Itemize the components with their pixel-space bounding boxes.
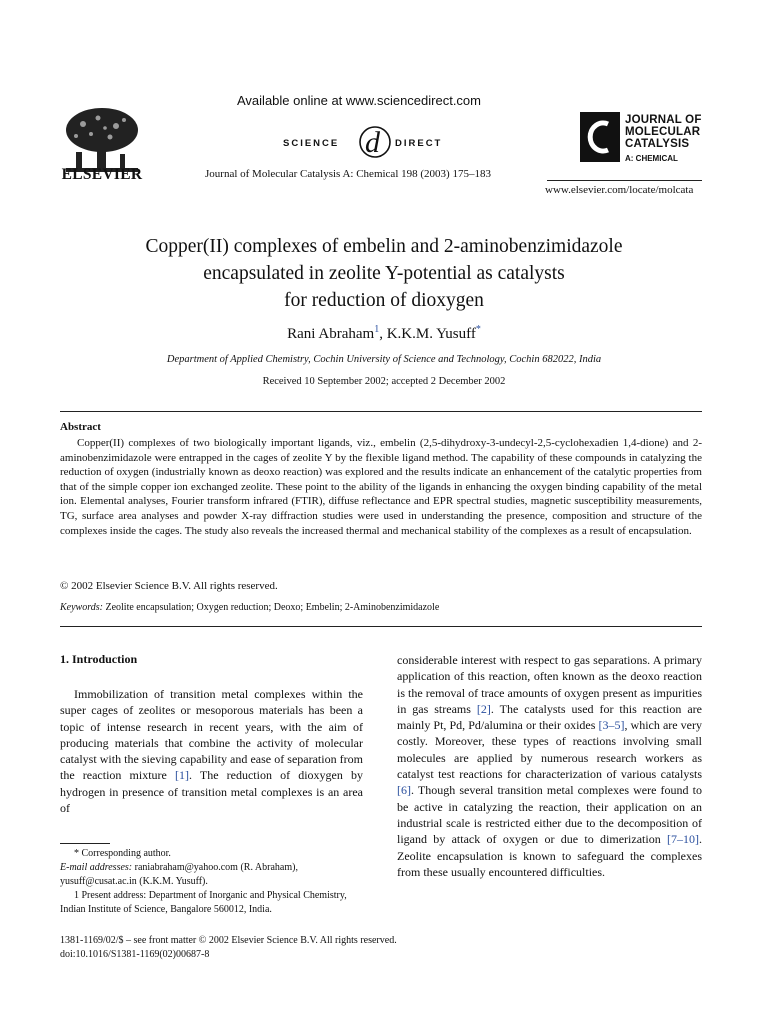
publisher-wordmark: ELSEVIER: [61, 166, 143, 183]
author-separator: ,: [379, 326, 387, 342]
author-list: [60, 324, 708, 343]
footnote-emails: [60, 861, 363, 889]
abstract-top-rule: [60, 411, 702, 412]
article-title-line-2: encapsulated in zeolite Y-potential as catalysts: [203, 263, 565, 284]
intro-text: , which are very costly. Moreover, these types of reactions involving small molecules are applied by numerous research workers as catalyst test reactions for characterization of various catalysts: [397, 718, 702, 782]
intro-text: Immobilization of transition metal complexes within the super cages of zeolites or mesoporous materials has been a topic of intense research in recent years, with the aim of producing materials that combine the activity of molecular catalyst with the sieving capability and ease of separation from the reaction mixture: [60, 687, 363, 783]
received-dates: Received 10 September 2002; accepted 2 December 2002: [262, 376, 506, 387]
intro-text: . The reduction of dioxygen by hydrogen in presence of transition metal complexes is an area of: [60, 768, 363, 816]
citation-link[interactable]: [1]: [174, 768, 189, 783]
email-addresses: raniabraham@yahoo.com (R. Abraham), yusuff@cusat.ac.in (K.K.M. Yusuff).: [60, 862, 298, 887]
abstract-heading: Abstract: [60, 421, 101, 433]
journal-citation: Journal of Molecular Catalysis A: Chemical 198 (2003) 175–183: [205, 168, 491, 180]
citation-link[interactable]: [6]: [397, 783, 411, 798]
issn-line: 1381-1169/02/$ – see front matter © 2002 Elsevier Science B.V. All rights reserved.: [60, 935, 397, 946]
intro-right-column: [397, 652, 702, 880]
journal-logo-title: [625, 114, 702, 150]
article-title-line-3: for reduction of dioxygen: [284, 290, 484, 311]
footnote-corresponding: * Corresponding author.: [74, 848, 171, 859]
journal-logo-icon: [580, 112, 620, 162]
keywords-label: Keywords:: [60, 602, 103, 613]
intro-text: . Zeolite encapsulation is known to safeguard the complexes from these usually encountered difficulties.: [397, 832, 702, 879]
keywords: [60, 602, 439, 613]
section-heading-introduction: 1. Introduction: [60, 652, 138, 666]
svg-text:d: d: [365, 126, 380, 159]
article-title-line-1: Copper(II) complexes of embelin and 2-aminobenzimidazole: [145, 236, 623, 257]
citation-link[interactable]: [7–10]: [667, 832, 699, 847]
sciencedirect-logo-science: SCIENCE: [283, 138, 340, 149]
footnote-rule: [60, 843, 110, 844]
available-online-text: Available online at www.sciencedirect.com: [237, 93, 481, 108]
citation-link[interactable]: [2]: [476, 701, 491, 716]
intro-left-column: [60, 686, 363, 816]
corresponding-author-link[interactable]: *: [475, 324, 481, 335]
sciencedirect-logo: [283, 122, 473, 162]
journal-logo-title-1: JOURNAL OF: [625, 114, 702, 126]
abstract-text: Copper(II) complexes of two biologically important ligands, viz., embelin (2,5-dihydroxy-3-undecyl-2,5-cyclohexadien 1,4-dione) and 2-aminobenzimidazole were entrapped in the cages of zeolite Y by the flexible ligand method. The capability of these compounds in catalyzing the reduction of oxygen (industrially known as deoxo reaction) was explored and the results indicate an enhancement of the catalytic properties from that of the simple copper ion exchanged zeolite. These point to the ability of the ligands in enhancing the oxygen binding capability of the metal ion. Elemental analyses, Fourier transform infrared (FTIR), diffuse reflectance and EPR spectral studies, magnetic susceptibility measurements, TG, surface area analyses and powder X-ray diffraction studies were used in understanding the presence, composition and structure of the complexes inside the cages. The study also reveals the increased thermal and mechanical stability of the complexes as a result of encapsulation.: [60, 437, 702, 537]
author-name: K.K.M. Yusuff: [386, 326, 476, 342]
abstract-copyright: © 2002 Elsevier Science B.V. All rights reserved.: [60, 580, 278, 592]
intro-text: . Though several transition metal complexes were found to be active in catalyzing the reaction, their application on an industrial scale is restricted either due to the decomposition of ligand by attack of oxygen or due to dimerization: [397, 783, 702, 847]
intro-text: . The catalysts used for this reaction are mainly Pt, Pd, Pd/alumina or their oxides: [397, 701, 702, 733]
email-label: E-mail addresses:: [60, 862, 133, 873]
sciencedirect-logo-direct: DIRECT: [395, 138, 443, 149]
keywords-list: Zeolite encapsulation; Oxygen reduction; Deoxo; Embelin; 2-Aminobenzimidazole: [102, 602, 440, 613]
journal-url[interactable]: www.elsevier.com/locate/molcata: [545, 184, 694, 196]
journal-logo-subtitle: A: CHEMICAL: [625, 154, 678, 163]
article-title: [60, 233, 708, 314]
footer-info: [60, 934, 397, 961]
affiliation: Department of Applied Chemistry, Cochin University of Science and Technology, Cochin 682022, India: [166, 354, 602, 365]
footnotes: [60, 847, 363, 917]
intro-text: considerable interest with respect to gas separations. A primary application of this reaction, often known as the deoxo reaction is the removal of trace amounts of oxygen present as impurities in gas streams: [397, 653, 702, 716]
author-name: Rani Abraham: [287, 326, 375, 342]
header-divider: [547, 180, 702, 181]
author-footnote-link[interactable]: 1: [374, 324, 380, 335]
footnote-present-address: 1 Present address: Department of Inorganic and Physical Chemistry, Indian Institute of Science, Bangalore 560012, India.: [60, 890, 347, 915]
abstract-bottom-rule: [60, 626, 702, 627]
doi-line[interactable]: doi:10.1016/S1381-1169(02)00687-8: [60, 948, 210, 960]
citation-link[interactable]: [3–5]: [598, 718, 625, 733]
journal-logo-title-3: CATALYSIS: [625, 138, 690, 150]
journal-logo-title-2: MOLECULAR: [625, 126, 701, 138]
